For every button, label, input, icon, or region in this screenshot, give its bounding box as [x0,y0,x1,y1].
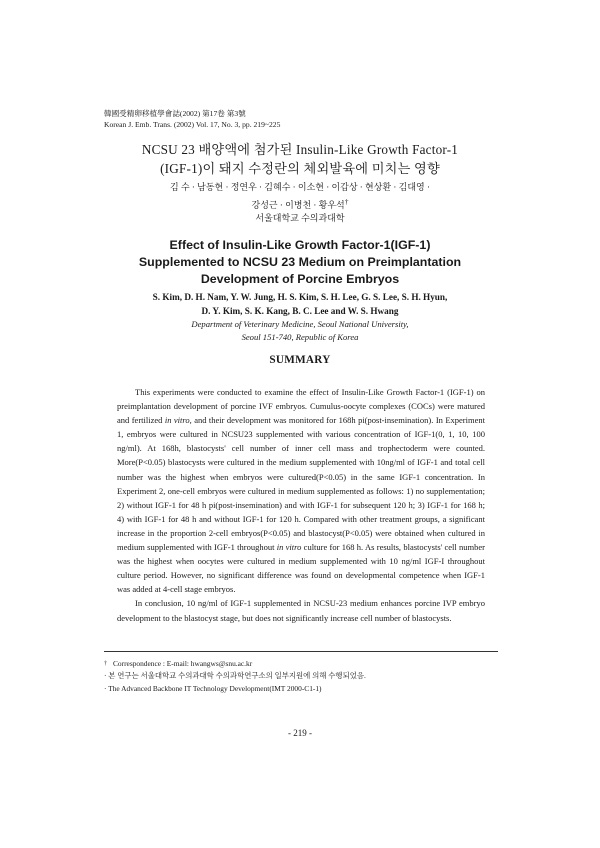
page-number: - 219 - [288,728,312,738]
korean-title [60,140,540,178]
english-title-line-1: Effect of Insulin-Like Growth Factor-1(IGF-1) [169,238,431,252]
english-authors-line-1: S. Kim, D. H. Nam, Y. W. Jung, H. S. Kim, S. H. Lee, G. S. Lee, S. H. Hyun, [152,292,448,302]
italic-term: in vitro [164,415,190,426]
korean-authors-line-1: 김 수 · 남동현 · 정연우 · 김혜수 · 이소현 · 이갑상 · 현상환 · 김대영 · [170,182,430,192]
funding-note-korean: · 본 연구는 서울대학교 수의과대학 수의과학연구소의 일부지원에 의해 수행되었음. [104,671,366,681]
english-title-line-2: Supplemented to NCSU 23 Medium on Preimplantation [138,255,462,269]
footnote-divider [104,651,498,652]
korean-authors-line-2-text: 강성근 · 이병천 · 황우석 [251,199,345,210]
korean-title-line-1: NCSU 23 배양액에 첨가된 Insulin-Like Growth Factor-1 [141,142,459,157]
italic-term: in vitro [276,542,302,553]
footnotes [104,658,366,695]
english-authors [60,290,540,318]
english-affiliation-line-1: Department of Veterinary Medicine, Seoul National University, [191,319,409,329]
summary-heading: SUMMARY [269,354,331,366]
english-affiliation [60,318,540,343]
abstract-paragraph-1: This experiments were conducted to examine the effect of Insulin-Like Growth Factor-1 (IGF-1) on preimplantation development of porcine IVF embryos. Cumulus-oocyte complexes (COCs) were matured and fertilized in vitro, and their development was monitored for 168h pi(post-insemination). In Experiment 1, embryos were cultured in NCSU23 supplemented with various concentration of IGF-1(0, 1, 10, 100 ng/ml). At 168h, blastocysts' cell number of inner cell mass and trophectoderm were counted. More(P<0.05) blastocysts were cultured in the medium supplemented with 10ng/ml of IGF-1 and total cell number was the highest when embryos were cultured(P<0.05) in the same IGF-1 concentration. In Experiment 2, one-cell embryos were cultured in medium supplemented as follows: 1) no supplementation; 2) without IGF-1 for 48 h pi(post-insemination) and with IGF-1 for subsequent 120 h; 3) IGF-1 for 168 h; 4) with IGF-1 for 48 h and without IGF-1 for 120 h. Compared with other treatment groups, a significant increase in the proportion 2-cell embryos(P<0.05) and blastocyst(P<0.05) were obtained when cultured in medium supplemented with IGF-1 throughout in vitro culture for 168 h. As results, blastocysts' cell number was the highest when oocytes were cultured in medium supplemented with 10 ng/ml IGF-I throughout culture period. However, no significant difference was found on developmental competence when IGF-1 was added at 4-cell stage embryos. [117,387,485,595]
journal-header-korean: 韓國受精卵移植學會誌(2002) 第17卷 第3號 [104,109,246,118]
english-title [60,237,540,288]
korean-authors [60,181,540,226]
english-affiliation-line-2: Seoul 151-740, Republic of Korea [241,331,359,342]
korean-authors-line-2 [60,195,540,213]
korean-title-line-2: (IGF-1)이 돼지 수정란의 체외발육에 미치는 영향 [160,161,440,176]
funding-note-english: · The Advanced Backbone IT Technology Development(IMT 2000-C1-1) [104,683,322,693]
correspondence-footnote [104,658,366,670]
correspondence-text: Correspondence : E-mail: hwangws@snu.ac.kr [113,659,253,668]
corresponding-author-mark: † [344,196,349,206]
abstract-body [117,385,485,625]
correspondence-mark: † [104,661,107,667]
english-authors-line-2: D. Y. Kim, S. K. Kang, B. C. Lee and W. S. Hwang [201,306,399,316]
abstract-paragraph-2: In conclusion, 10 ng/ml of IGF-1 supplemented in NCSU-23 medium enhances porcine IVP embryo development to the blastocyst stage, but does not significantly increase cell number of blastocysts. [117,598,485,623]
korean-affiliation: 서울대학교 수의과대학 [255,213,345,223]
journal-header [104,108,280,130]
journal-header-citation: Korean J. Emb. Trans. (2002) Vol. 17, No. 3, pp. 219~225 [104,120,281,129]
english-title-line-3: Development of Porcine Embryos [200,272,400,286]
